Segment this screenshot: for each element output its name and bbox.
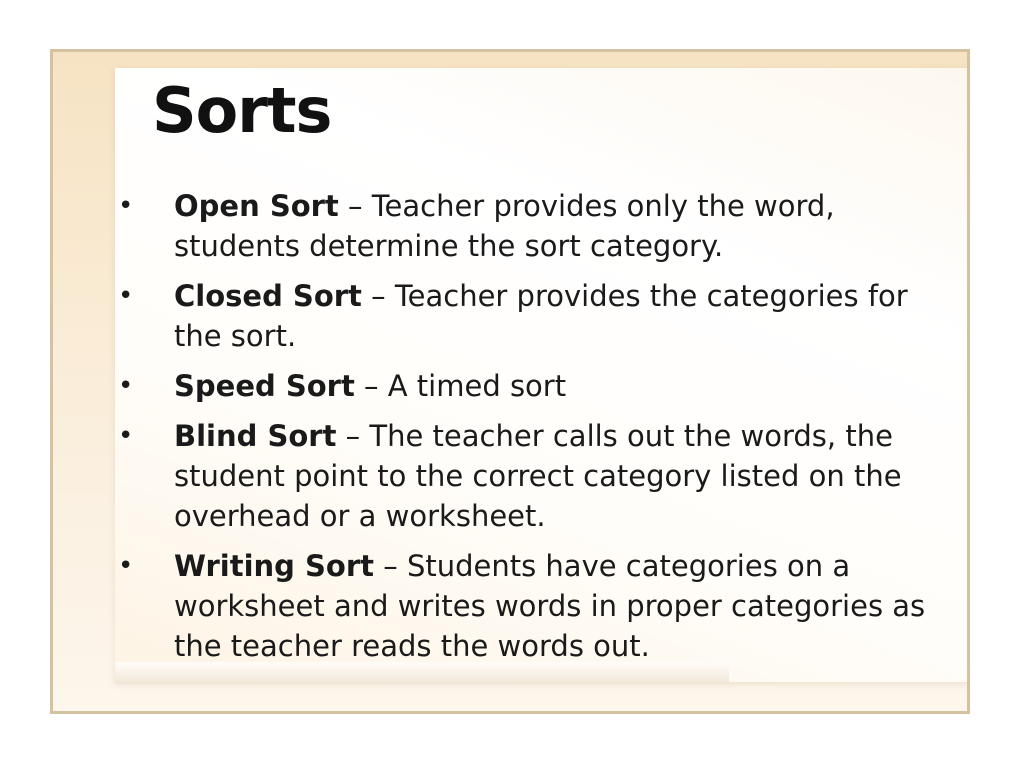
dash-separator: – [338, 189, 372, 223]
bullet-icon: • [118, 191, 134, 221]
term-description: The teacher calls out the words, the student point to the correct category listed on the overhead or a worksheet. [174, 419, 902, 533]
dash-separator: – [374, 549, 407, 583]
bullet-icon: • [118, 421, 134, 451]
list-item [118, 276, 958, 356]
term-label: Open Sort [174, 189, 339, 223]
term-label: Blind Sort [174, 419, 337, 453]
bullet-list [118, 186, 958, 676]
term-label: Writing Sort [174, 549, 374, 583]
term-description: Teacher provides only the word, students determine the sort category. [174, 189, 835, 263]
bullet-icon: • [118, 551, 134, 581]
term-label: Speed Sort [174, 369, 355, 403]
dash-separator: – [336, 419, 370, 453]
list-item [118, 186, 958, 266]
list-item [118, 416, 958, 536]
dash-separator: – [361, 279, 395, 313]
slide-title: Sorts [152, 74, 332, 147]
bullet-icon: • [118, 371, 134, 401]
term-description: Teacher provides the categories for the sort. [174, 279, 908, 353]
bullet-icon: • [118, 281, 134, 311]
list-item [118, 366, 958, 406]
list-item [118, 546, 958, 666]
dash-separator: – [354, 369, 388, 403]
term-label: Closed Sort [174, 279, 362, 313]
term-description: Students have categories on a worksheet and writes words in proper categories as the teacher reads the words out. [174, 549, 926, 663]
term-description: A timed sort [387, 369, 567, 403]
